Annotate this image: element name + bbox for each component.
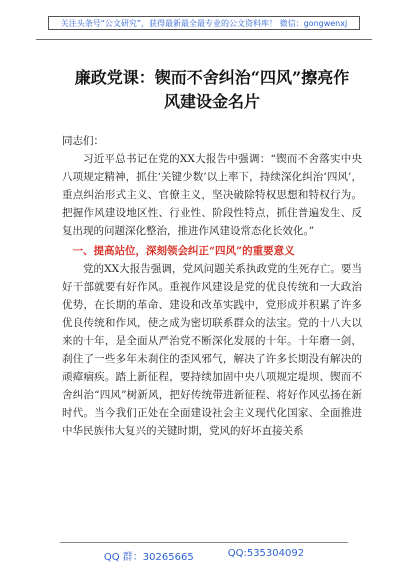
document-body	[62, 66, 362, 440]
document-title-line-2: 风建设金名片	[163, 92, 260, 111]
footer-qq: QQ:535304092	[227, 548, 305, 559]
paragraph-2: 党的XX大报告强调，党风问题关系执政党的生死存亡。要当好干部就要有好作风。重视作风建设是党的优良传统和一大政治优势，在长期的革命、建设和改革实践中，党形成并积累了许多优良传统和作风，使之成为密切联系群众的法宝。党的十八大以来的十年，是全面从严治党不断深化发展的十年。十年磨一剑，刹住了一些多年未刹住的歪风邪气，解决了许多长期没有解决的顽瘴痼疾。踏上新征程，要持续加固中央八项规定堤坝、锲而不舍纠治“四风”树新风，把好传统带进新征程、将好作风弘扬在新时代。当今我们正处在全面建设社会主义现代化国家、全面推进中华民族伟大复兴的关键时期，党风的好坏直接关系	[62, 263, 362, 437]
document-title-line-1: 廉政党课：锲而不舍纠治“四风”擦亮作	[74, 68, 350, 87]
greeting: 同志们：	[62, 135, 104, 147]
paragraph-1: 习近平总书记在党的XX大报告中强调：“锲而不舍落实中央八项规定精神，抓住‘关键少数’以上率下，持续深化纠治‘四风’，重点纠治形式主义、官僚主义，坚决破除特权思想和特权行为。把握作风建设地区性、行业性、阶段性特点，抓住普遍发生、反复出现的问题深化整治，推进作风建设常态化长效化。”	[62, 153, 362, 237]
section-title-1: 一、提高站位，深刻领会纠正“四风”的重要意义	[72, 245, 295, 257]
header-promo-box	[48, 16, 360, 30]
footer-qq-group: QQ 群：30265665	[103, 552, 194, 563]
footer-divider	[60, 542, 348, 543]
document-title	[62, 66, 362, 114]
footer	[0, 548, 408, 563]
header-promo-text: 关注头条号“公文研究”，获得最新最全最专业的公文资料库！ 微信：gongwenxj	[60, 18, 348, 28]
